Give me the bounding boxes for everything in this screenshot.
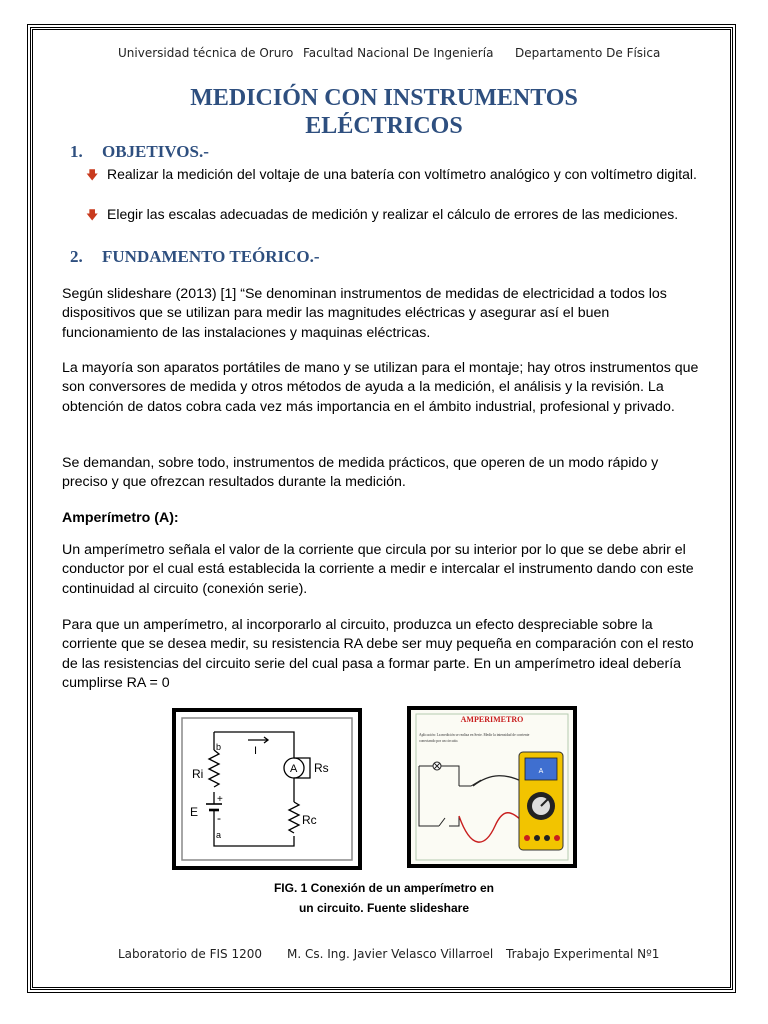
header-faculty: Facultad Nacional De Ingeniería	[303, 46, 494, 60]
footer-teacher: M. Cs. Ing. Javier Velasco Villarroel	[287, 947, 494, 961]
paragraph: Se demandan, sobre todo, instrumentos de medida prácticos, que operen de un modo rápido y preciso y que ofrezcan resultados durante la medición.	[62, 455, 659, 491]
paragraph: Según slideshare (2013) [1] “Se denominan instrumentos de medidas de electricidad a todos los dispositivos que se utilizan para medir las magnitudes eléctricas y asegurar así el buen funcionamiento de las instalaciones y maquinas eléctricas.	[62, 286, 667, 341]
fig2-text-line2: conectando por un circuito.	[419, 739, 459, 743]
figure-caption	[0, 878, 768, 918]
ammeter-heading: Amperímetro (A):	[62, 510, 179, 526]
title-line-1: MEDICIÓN CON INSTRUMENTOS	[190, 85, 578, 111]
section-heading-objectives	[70, 142, 209, 162]
node-a-label: a	[216, 830, 222, 840]
down-arrow-bullet-icon: 🡇	[86, 208, 99, 222]
section-number: 2.	[70, 247, 83, 266]
caption-line-1	[0, 878, 768, 898]
objective-text: Realizar la medición del voltaje de una batería con voltímetro analógico y con voltímetro digital.	[107, 166, 697, 182]
section-label: OBJETIVOS.-	[102, 142, 209, 161]
objective-item	[86, 205, 706, 224]
objective-text: Elegir las escalas adecuadas de medición y realizar el cálculo de errores de las mediciones.	[107, 206, 679, 222]
header-university: Universidad técnica de Oruro	[118, 46, 294, 60]
document-title	[0, 84, 768, 140]
rc-label: Rc	[302, 813, 317, 827]
circuit-diagram-figure	[172, 708, 362, 870]
paragraph: La mayoría son aparatos portátiles de mano y se utilizan para el montaje; hay otros instrumentos que son conversores de medida y otros métodos de ayuda a la medición, el análisis y la revisión. La obtención de datos cobra cada vez más importancia en el ámbito industrial, profesional y privado.	[62, 360, 699, 415]
footer-lab: Laboratorio de FIS 1200	[118, 947, 262, 961]
node-b-label: b	[216, 742, 222, 752]
current-label: I	[254, 745, 258, 757]
fig2-title: AMPERIMETRO	[460, 715, 524, 724]
objective-item	[86, 165, 706, 184]
plus-label: +	[217, 794, 223, 805]
ammeter-illustration	[411, 710, 573, 864]
minus-label: -	[217, 811, 221, 825]
title-line-2: ELÉCTRICOS	[305, 113, 463, 139]
down-arrow-bullet-icon: 🡇	[86, 168, 99, 182]
paragraph: Para que un amperímetro, al incorporarlo al circuito, produzca un efecto despreciable sobre la corriente que se desea medir, su resistencia RA debe ser muy pequeña en comparación con el resto de las resistencias del circuito serie del cual pasa a formar parte. En un amperímetro ideal debería cumplirse RA = 0	[62, 617, 694, 691]
caption-fig-number: FIG. 1	[273, 881, 308, 895]
fig2-text-line1: Aplicación: La medición se realiza en Serie. Medir la intensidad de corriente	[419, 733, 530, 737]
section-heading-theory	[70, 247, 320, 267]
ammeter-symbol: A	[290, 763, 298, 775]
e-label: E	[190, 805, 199, 819]
header-department: Departamento De Física	[515, 46, 661, 60]
circuit-diagram	[176, 712, 358, 866]
caption-text: Conexión de un amperímetro en	[307, 881, 495, 895]
rs-label: Rs	[314, 761, 329, 775]
section-label: FUNDAMENTO TEÓRICO.-	[102, 247, 320, 266]
footer-work: Trabajo Experimental Nº1	[506, 947, 660, 961]
section-number: 1.	[70, 142, 83, 161]
meter-display-letter: A	[538, 768, 544, 775]
ammeter-illustration-figure	[407, 706, 577, 868]
paragraph: Un amperímetro señala el valor de la corriente que circula por su interior por lo que se debe abrir el conductor por el cual está establecida la corriente a medir e intercalar el instrumento dando con este continuidad al circuito (conexión serie).	[62, 542, 694, 597]
caption-line-2: un circuito. Fuente slideshare	[298, 901, 470, 915]
ri-label: Ri	[192, 767, 204, 781]
